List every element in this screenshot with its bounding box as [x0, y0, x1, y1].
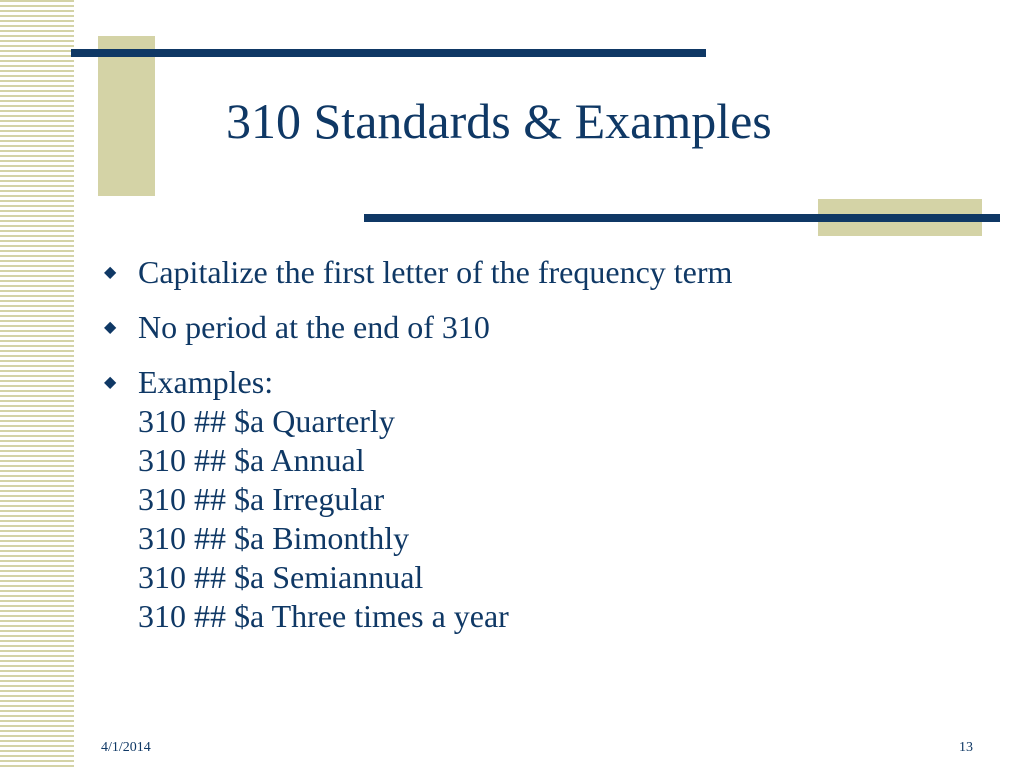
striped-sidebar-decoration: [0, 0, 74, 768]
example-line: 310 ## $a Quarterly: [138, 403, 395, 439]
footer-date: 4/1/2014: [101, 740, 151, 755]
example-line: 310 ## $a Three times a year: [138, 598, 509, 634]
diamond-bullet-icon: ◆: [104, 264, 117, 281]
diamond-bullet-icon: ◆: [104, 374, 117, 391]
bullet-list: [104, 253, 984, 652]
bullet-text: Capitalize the first letter of the frequency term: [138, 254, 733, 290]
example-line: 310 ## $a Bimonthly: [138, 520, 410, 556]
example-line: 310 ## $a Annual: [138, 442, 365, 478]
title-accent-block: [98, 36, 155, 196]
bullet-item: [104, 363, 984, 636]
slide-title: 310 Standards & Examples: [226, 93, 772, 149]
diamond-bullet-icon: ◆: [104, 319, 117, 336]
example-line: 310 ## $a Irregular: [138, 481, 385, 517]
top-title-rule: [71, 49, 706, 57]
page-number: 13: [959, 740, 973, 755]
example-line: 310 ## $a Semiannual: [138, 559, 424, 595]
bullet-item: [104, 308, 984, 347]
bullet-text: No period at the end of 310: [138, 309, 490, 345]
bottom-title-rule: [364, 214, 1000, 222]
bullet-text: Examples:: [138, 364, 274, 400]
bullet-item: [104, 253, 984, 292]
examples-block: [138, 363, 509, 636]
